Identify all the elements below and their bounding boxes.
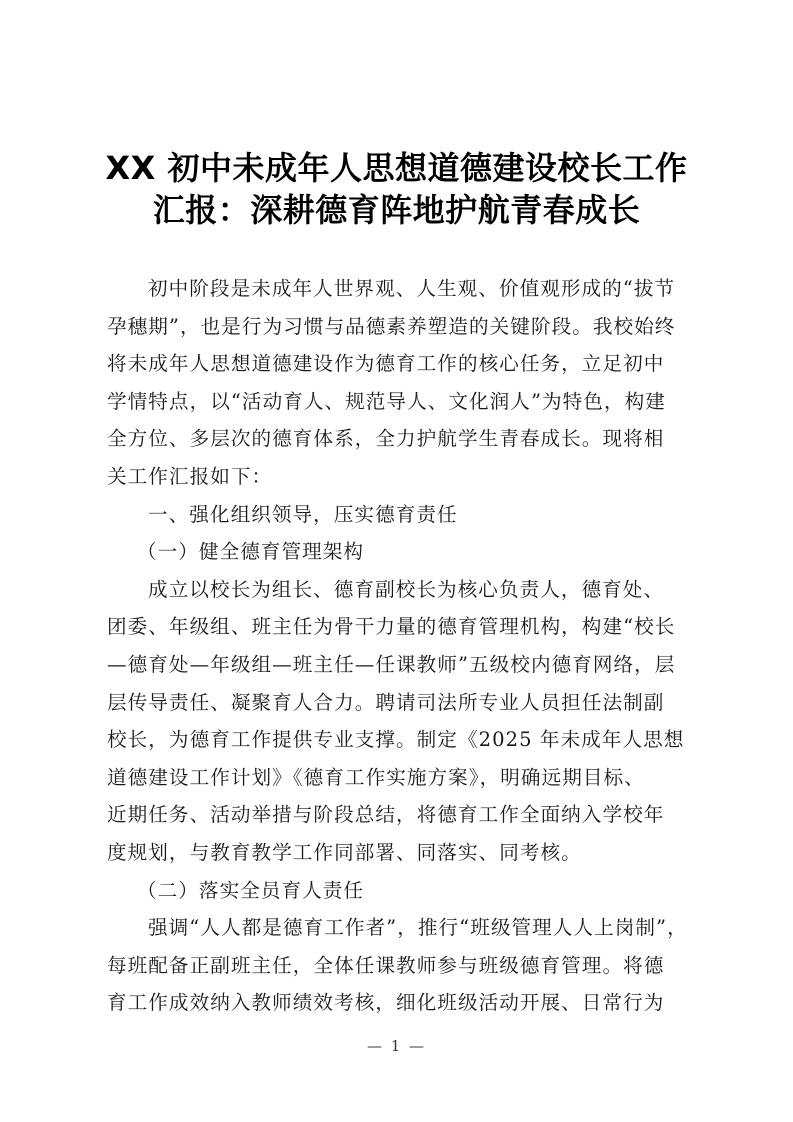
text-line: 强调“人人都是德育工作者”，推行“班级管理人人上岗制”，: [148, 916, 688, 940]
text-line: 成立以校长为组长、德育副校长为核心负责人，德育处、: [148, 577, 665, 601]
document-body: [107, 270, 697, 1022]
subsection-heading-2: [107, 872, 697, 910]
text-line: 校长，为德育工作提供专业支撑。制定《2025 年未成年人思想: [107, 728, 685, 752]
heading-text: （一）健全德育管理架构: [137, 540, 365, 564]
text-line: 度规划，与教育教学工作同部署、同落实、同考核。: [107, 840, 582, 864]
text-line: 关工作汇报如下：: [107, 464, 273, 488]
text-line: 层传导责任、凝聚育人合力。聘请司法所专业人员担任法制副: [107, 690, 665, 714]
text-line: 育工作成效纳入教师绩效考核，细化班级活动开展、日常行为: [107, 991, 665, 1015]
text-line: 道德建设工作计划》《德育工作实施方案》，明确远期目标、: [107, 765, 645, 789]
text-line: 学情特点，以“活动育人、规范导人、文化润人”为特色，构建: [107, 389, 666, 413]
text-line: 初中阶段是未成年人世界观、人生观、价值观形成的“拔节: [148, 277, 676, 300]
title-line-2: 汇报：深耕德育阵地护航青春成长: [152, 191, 641, 229]
subsection-1-paragraph: [107, 571, 697, 872]
text-line: 全方位、多层次的德育体系，全力护航学生青春成长。现将相: [107, 427, 665, 451]
section-heading-1: [107, 496, 697, 534]
text-line: 团委、年级组、班主任为骨干力量的德育管理机构，构建“校长: [107, 615, 676, 639]
text-line: 将未成年人思想道德建设作为德育工作的核心任务，立足初中: [107, 352, 665, 376]
text-line: 每班配备正副班主任，全体任课教师参与班级德育管理。将德: [107, 953, 665, 977]
intro-paragraph: [107, 270, 697, 496]
text-line: 近期任务、活动举措与阶段总结，将德育工作全面纳入学校年: [107, 803, 665, 827]
page-number: — 1 —: [366, 1037, 427, 1055]
document-title: [100, 147, 693, 231]
subsection-2-paragraph: [107, 909, 697, 1022]
heading-text: （二）落实全员育人责任: [137, 878, 365, 902]
title-line-1: XX 初中未成年人思想道德建设校长工作: [105, 149, 688, 187]
heading-text: 一、强化组织领导，压实德育责任: [148, 502, 458, 526]
subsection-heading-1: [107, 533, 697, 571]
text-line: 孕穗期”，也是行为习惯与品德素养塑造的关键阶段。我校始终: [107, 314, 676, 338]
text-line: —德育处—年级组—班主任—任课教师”五级校内德育网络，层: [107, 652, 676, 676]
